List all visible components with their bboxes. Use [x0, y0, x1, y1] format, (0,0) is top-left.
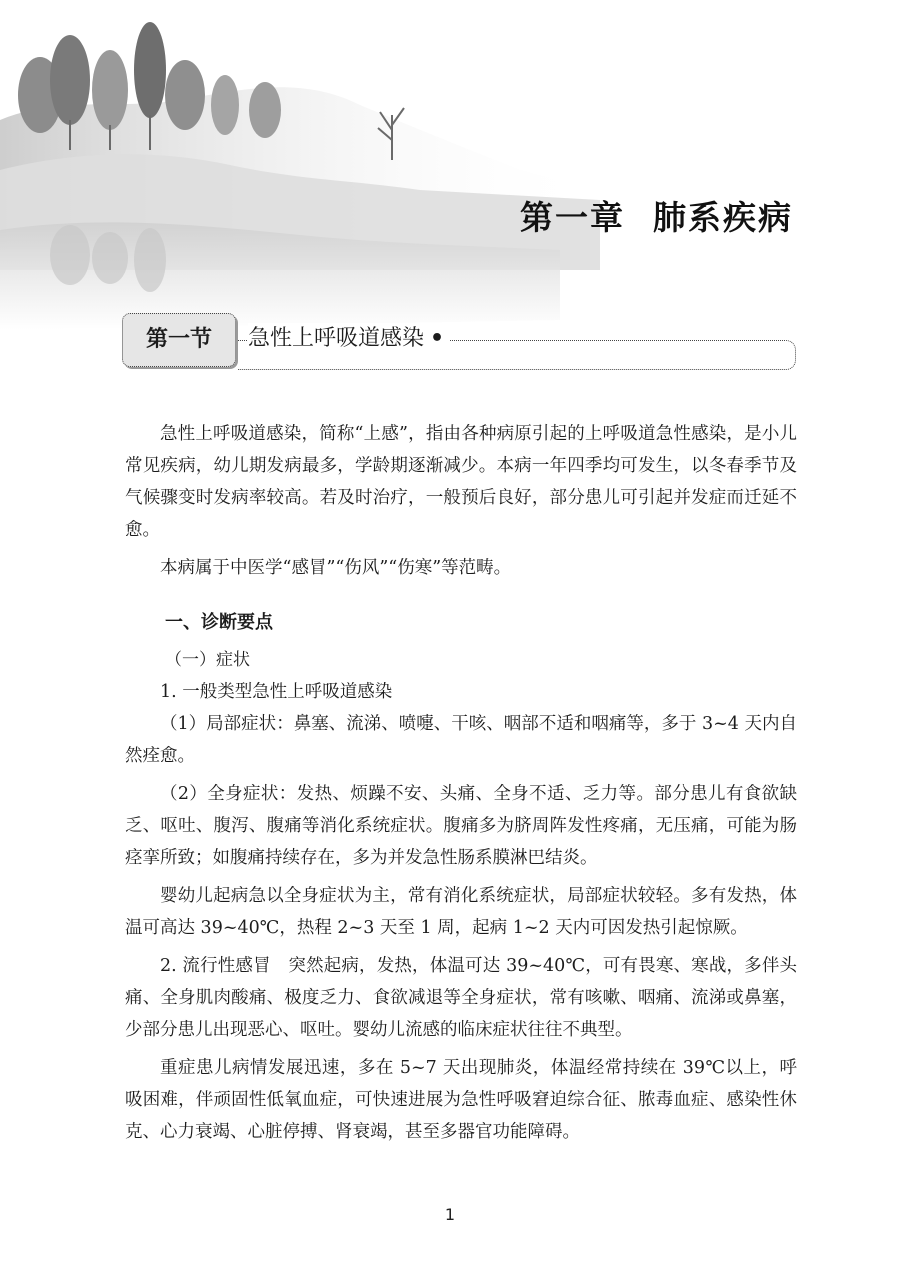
heading-symptoms: （一）症状	[165, 650, 250, 670]
chapter-number: 第一章	[520, 198, 625, 237]
section-title	[248, 323, 450, 355]
section-header	[122, 313, 798, 369]
paragraph-intro: 急性上呼吸道感染，简称“上感”，指由各种病原引起的上呼吸道急性感染，是小儿常见疾病，幼儿期发病最多，学龄期逐渐减少。本病一年四季均可发生，以冬春季节及气候骤变时发病率较高。若及时治疗，一般预后良好，部分患儿可引起并发症而迁延不愈。	[125, 424, 797, 540]
paragraph-severe: 重症患儿病情发展迅速，多在 5~7 天出现肺炎，体温经常持续在 39℃以上，呼吸困难，伴顽固性低氧血症，可快速进展为急性呼吸窘迫综合征、脓毒血症、感染性休克、心力衰竭、心脏停搏、肾衰竭，甚至多器官功能障碍。	[125, 1058, 797, 1142]
page-number: 1	[444, 1205, 456, 1224]
paragraph-local-symptoms: （1）局部症状：鼻塞、流涕、喷嚏、干咳、咽部不适和咽痛等，多于 3~4 天内自然痊愈。	[125, 714, 797, 766]
body-text	[125, 418, 797, 1148]
paragraph-influenza: 2. 流行性感冒 突然起病，发热，体温可达 39~40℃，可有畏寒、寒战，多伴头痛、全身肌肉酸痛、极度乏力、食欲减退等全身症状，常有咳嗽、咽痛、流涕或鼻塞，少部分患儿出现恶心、呕吐。婴幼儿流感的临床症状往往不典型。	[125, 956, 797, 1040]
chapter-name: 肺系疾病	[653, 198, 793, 237]
section-number: 第一节	[122, 313, 236, 367]
paragraph-systemic-symptoms: （2）全身症状：发热、烦躁不安、头痛、全身不适、乏力等。部分患儿有食欲缺乏、呕吐、腹泻、腹痛等消化系统症状。腹痛多为脐周阵发性疼痛，无压痛，可能为肠痉挛所致；如腹痛持续存在，多为并发急性肠系膜淋巴结炎。	[125, 784, 797, 868]
landscape-illustration	[0, 0, 600, 330]
paragraph-category: 本病属于中医学“感冒”“伤风”“伤寒”等范畴。	[160, 558, 512, 578]
paragraph-infant: 婴幼儿起病急以全身症状为主，常有消化系统症状，局部症状较轻。多有发热，体温可高达 39~40℃，热程 2~3 天至 1 周，起病 1~2 天内可因发热引起惊厥。	[125, 886, 797, 938]
section-title-text: 急性上呼吸道感染	[248, 326, 425, 351]
section-bullet: •	[430, 326, 445, 351]
chapter-title	[520, 192, 820, 239]
heading-diagnosis: 一、诊断要点	[165, 612, 273, 633]
paragraph-item1: 1. 一般类型急性上呼吸道感染	[160, 682, 393, 702]
